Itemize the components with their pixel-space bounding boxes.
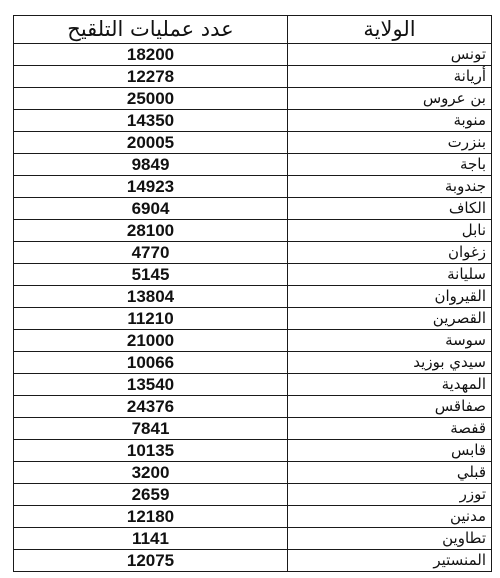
vaccination-count-cell: 12278: [14, 66, 288, 88]
vaccination-count-cell: 10066: [14, 352, 288, 374]
state-name-cell: سيدي بوزيد: [288, 352, 492, 374]
state-name-cell: الكاف: [288, 198, 492, 220]
state-name-cell: منوبة: [288, 110, 492, 132]
table-row: [14, 176, 492, 198]
table-row: [14, 440, 492, 462]
state-name-cell: تونس: [288, 44, 492, 66]
vaccination-count-cell: 25000: [14, 88, 288, 110]
table-row: [14, 264, 492, 286]
table-row: [14, 110, 492, 132]
table-row: [14, 66, 492, 88]
table-row: [14, 418, 492, 440]
table-row: [14, 374, 492, 396]
vaccination-count-cell: 13540: [14, 374, 288, 396]
state-name-cell: أريانة: [288, 66, 492, 88]
vaccination-count-cell: 9849: [14, 154, 288, 176]
vaccination-count-cell: 11210: [14, 308, 288, 330]
table-row: [14, 330, 492, 352]
state-name-cell: بنزرت: [288, 132, 492, 154]
state-name-cell: القصرين: [288, 308, 492, 330]
state-name-cell: زغوان: [288, 242, 492, 264]
state-name-cell: المنستير: [288, 550, 492, 572]
state-name-cell: سوسة: [288, 330, 492, 352]
table-header-row: [14, 16, 492, 44]
state-name-cell: مدنين: [288, 506, 492, 528]
header-state: الولاية: [288, 16, 492, 44]
vaccination-count-cell: 2659: [14, 484, 288, 506]
table-row: [14, 132, 492, 154]
state-name-cell: تطاوين: [288, 528, 492, 550]
table-row: [14, 550, 492, 572]
vaccination-count-cell: 12075: [14, 550, 288, 572]
vaccination-count-cell: 3200: [14, 462, 288, 484]
vaccination-count-cell: 10135: [14, 440, 288, 462]
vaccination-count-cell: 14350: [14, 110, 288, 132]
table-row: [14, 154, 492, 176]
state-name-cell: بن عروس: [288, 88, 492, 110]
vaccination-count-cell: 12180: [14, 506, 288, 528]
state-name-cell: نابل: [288, 220, 492, 242]
state-name-cell: صفاقس: [288, 396, 492, 418]
state-name-cell: توزر: [288, 484, 492, 506]
vaccination-count-cell: 20005: [14, 132, 288, 154]
state-name-cell: المهدية: [288, 374, 492, 396]
vaccination-count-cell: 14923: [14, 176, 288, 198]
vaccination-count-cell: 1141: [14, 528, 288, 550]
table-row: [14, 528, 492, 550]
table-row: [14, 198, 492, 220]
vaccination-count-cell: 7841: [14, 418, 288, 440]
vaccination-count-cell: 13804: [14, 286, 288, 308]
vaccination-count-cell: 24376: [14, 396, 288, 418]
state-name-cell: سليانة: [288, 264, 492, 286]
vaccination-count-cell: 5145: [14, 264, 288, 286]
table-row: [14, 220, 492, 242]
table-row: [14, 484, 492, 506]
table-body: [14, 44, 492, 572]
table-row: [14, 352, 492, 374]
state-name-cell: باجة: [288, 154, 492, 176]
table-row: [14, 88, 492, 110]
vaccination-count-cell: 28100: [14, 220, 288, 242]
vaccination-count-cell: 21000: [14, 330, 288, 352]
state-name-cell: قبلي: [288, 462, 492, 484]
vaccination-count-cell: 6904: [14, 198, 288, 220]
table-row: [14, 462, 492, 484]
header-count: عدد عمليات التلقيح: [14, 16, 288, 44]
table-row: [14, 506, 492, 528]
vaccination-count-cell: 18200: [14, 44, 288, 66]
state-name-cell: القيروان: [288, 286, 492, 308]
state-name-cell: قفصة: [288, 418, 492, 440]
vaccination-count-cell: 4770: [14, 242, 288, 264]
table-row: [14, 242, 492, 264]
vaccination-table: [13, 15, 492, 572]
state-name-cell: جندوبة: [288, 176, 492, 198]
table-row: [14, 286, 492, 308]
state-name-cell: قابس: [288, 440, 492, 462]
table-row: [14, 396, 492, 418]
table-row: [14, 44, 492, 66]
table-row: [14, 308, 492, 330]
